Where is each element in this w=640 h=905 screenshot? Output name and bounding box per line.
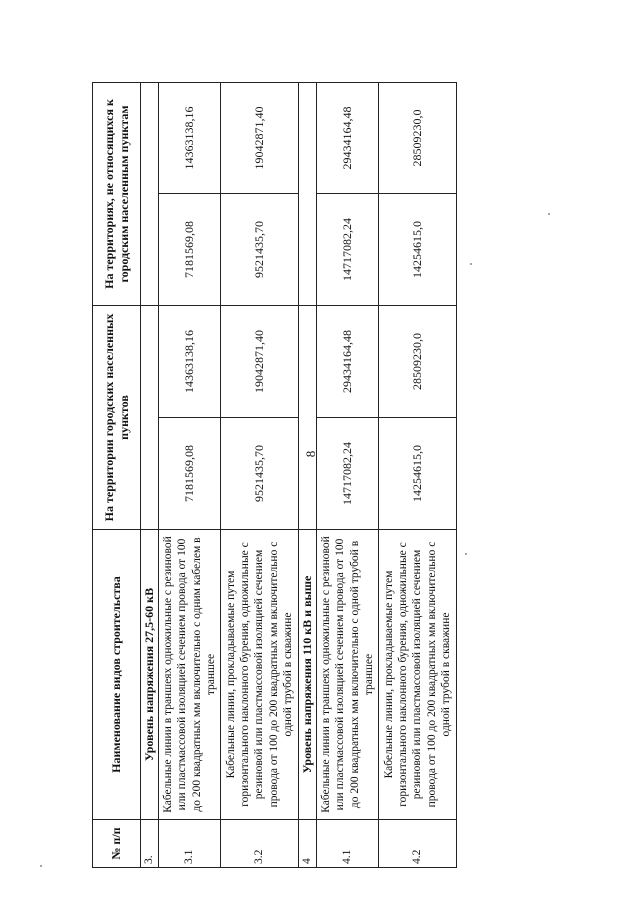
- empty-cell: [141, 305, 159, 529]
- empty-cell: [299, 305, 317, 529]
- value-cell: 28509230,0: [379, 305, 457, 417]
- value-cell: 28509230,0: [379, 82, 457, 193]
- row-name: Кабельные линии в траншеях одножильные с резиновой или пластмассовой изоляцией сечением провода от 100 до 200 квадратных мм включительно с одним кабелем в траншее: [159, 530, 221, 820]
- section-title: Уровень напряжения 110 кВ и выше: [299, 530, 317, 820]
- section-row: [299, 82, 317, 867]
- page-number: 8: [303, 450, 318, 458]
- value-cell: 7181569,08: [159, 193, 221, 305]
- value-cell: 7181569,08: [159, 418, 221, 530]
- value-cell: 9521435,70: [221, 193, 299, 305]
- row-name: Кабельные линии, прокладываемые путем горизонтального наклонного бурения, одножильные с резиновой или пластмассовой изоляцией сечением провода от 100 до 200 квадратных мм включительно с одной трубой в скважине: [221, 530, 299, 820]
- row-num: 4.1: [317, 820, 379, 868]
- value-cell: 14717082,24: [317, 193, 379, 305]
- table-row: [317, 82, 379, 867]
- value-cell: 14254615,0: [379, 418, 457, 530]
- row-name: Кабельные линии в траншеях одножильные с резиновой или пластмассовой изоляцией сечением провода от 100 до 200 квадратных мм включительно с одной трубой в траншее: [317, 530, 379, 820]
- value-cell: 19042871,40: [221, 82, 299, 193]
- rotated-page: [92, 83, 453, 868]
- row-num: 3.1: [159, 820, 221, 868]
- section-title: Уровень напряжения 27,5-60 кВ: [141, 530, 159, 820]
- header-row: [93, 82, 141, 867]
- value-cell: 14363138,16: [159, 82, 221, 193]
- header-num: № п/п: [93, 820, 141, 868]
- value-cell: 29434164,48: [317, 305, 379, 417]
- row-name: Кабельные линии, прокладываемые путем горизонтального наклонного бурения, одножильные с резиновой или пластмассовой изоляцией сечением провода от 100 до 200 квадратных мм включительно с одной трубой в скважине: [379, 530, 457, 820]
- value-cell: 14717082,24: [317, 418, 379, 530]
- table-row: [379, 82, 457, 867]
- value-cell: 9521435,70: [221, 418, 299, 530]
- header-name: Наименование видов строительства: [93, 530, 141, 820]
- table-row: [159, 82, 221, 867]
- value-cell: 29434164,48: [317, 82, 379, 193]
- cost-table: [92, 82, 457, 868]
- section-row: [141, 82, 159, 867]
- header-urban: На территории городских населенных пунктов: [93, 305, 141, 529]
- row-num: 3.2: [221, 820, 299, 868]
- value-cell: 14254615,0: [379, 193, 457, 305]
- scan-speck: [465, 553, 467, 555]
- section-num: 3.: [141, 820, 159, 868]
- row-num: 4.2: [379, 820, 457, 868]
- value-cell: 14363138,16: [159, 305, 221, 417]
- empty-cell: [299, 82, 317, 305]
- table-row: [221, 82, 299, 867]
- scan-speck: [40, 865, 42, 867]
- value-cell: 19042871,40: [221, 305, 299, 417]
- section-num: 4: [299, 820, 317, 868]
- header-rural: На территориях, не относящихся к городским населенным пунктам: [93, 82, 141, 305]
- scan-speck: [470, 263, 472, 265]
- scan-speck: [548, 213, 550, 215]
- empty-cell: [141, 82, 159, 305]
